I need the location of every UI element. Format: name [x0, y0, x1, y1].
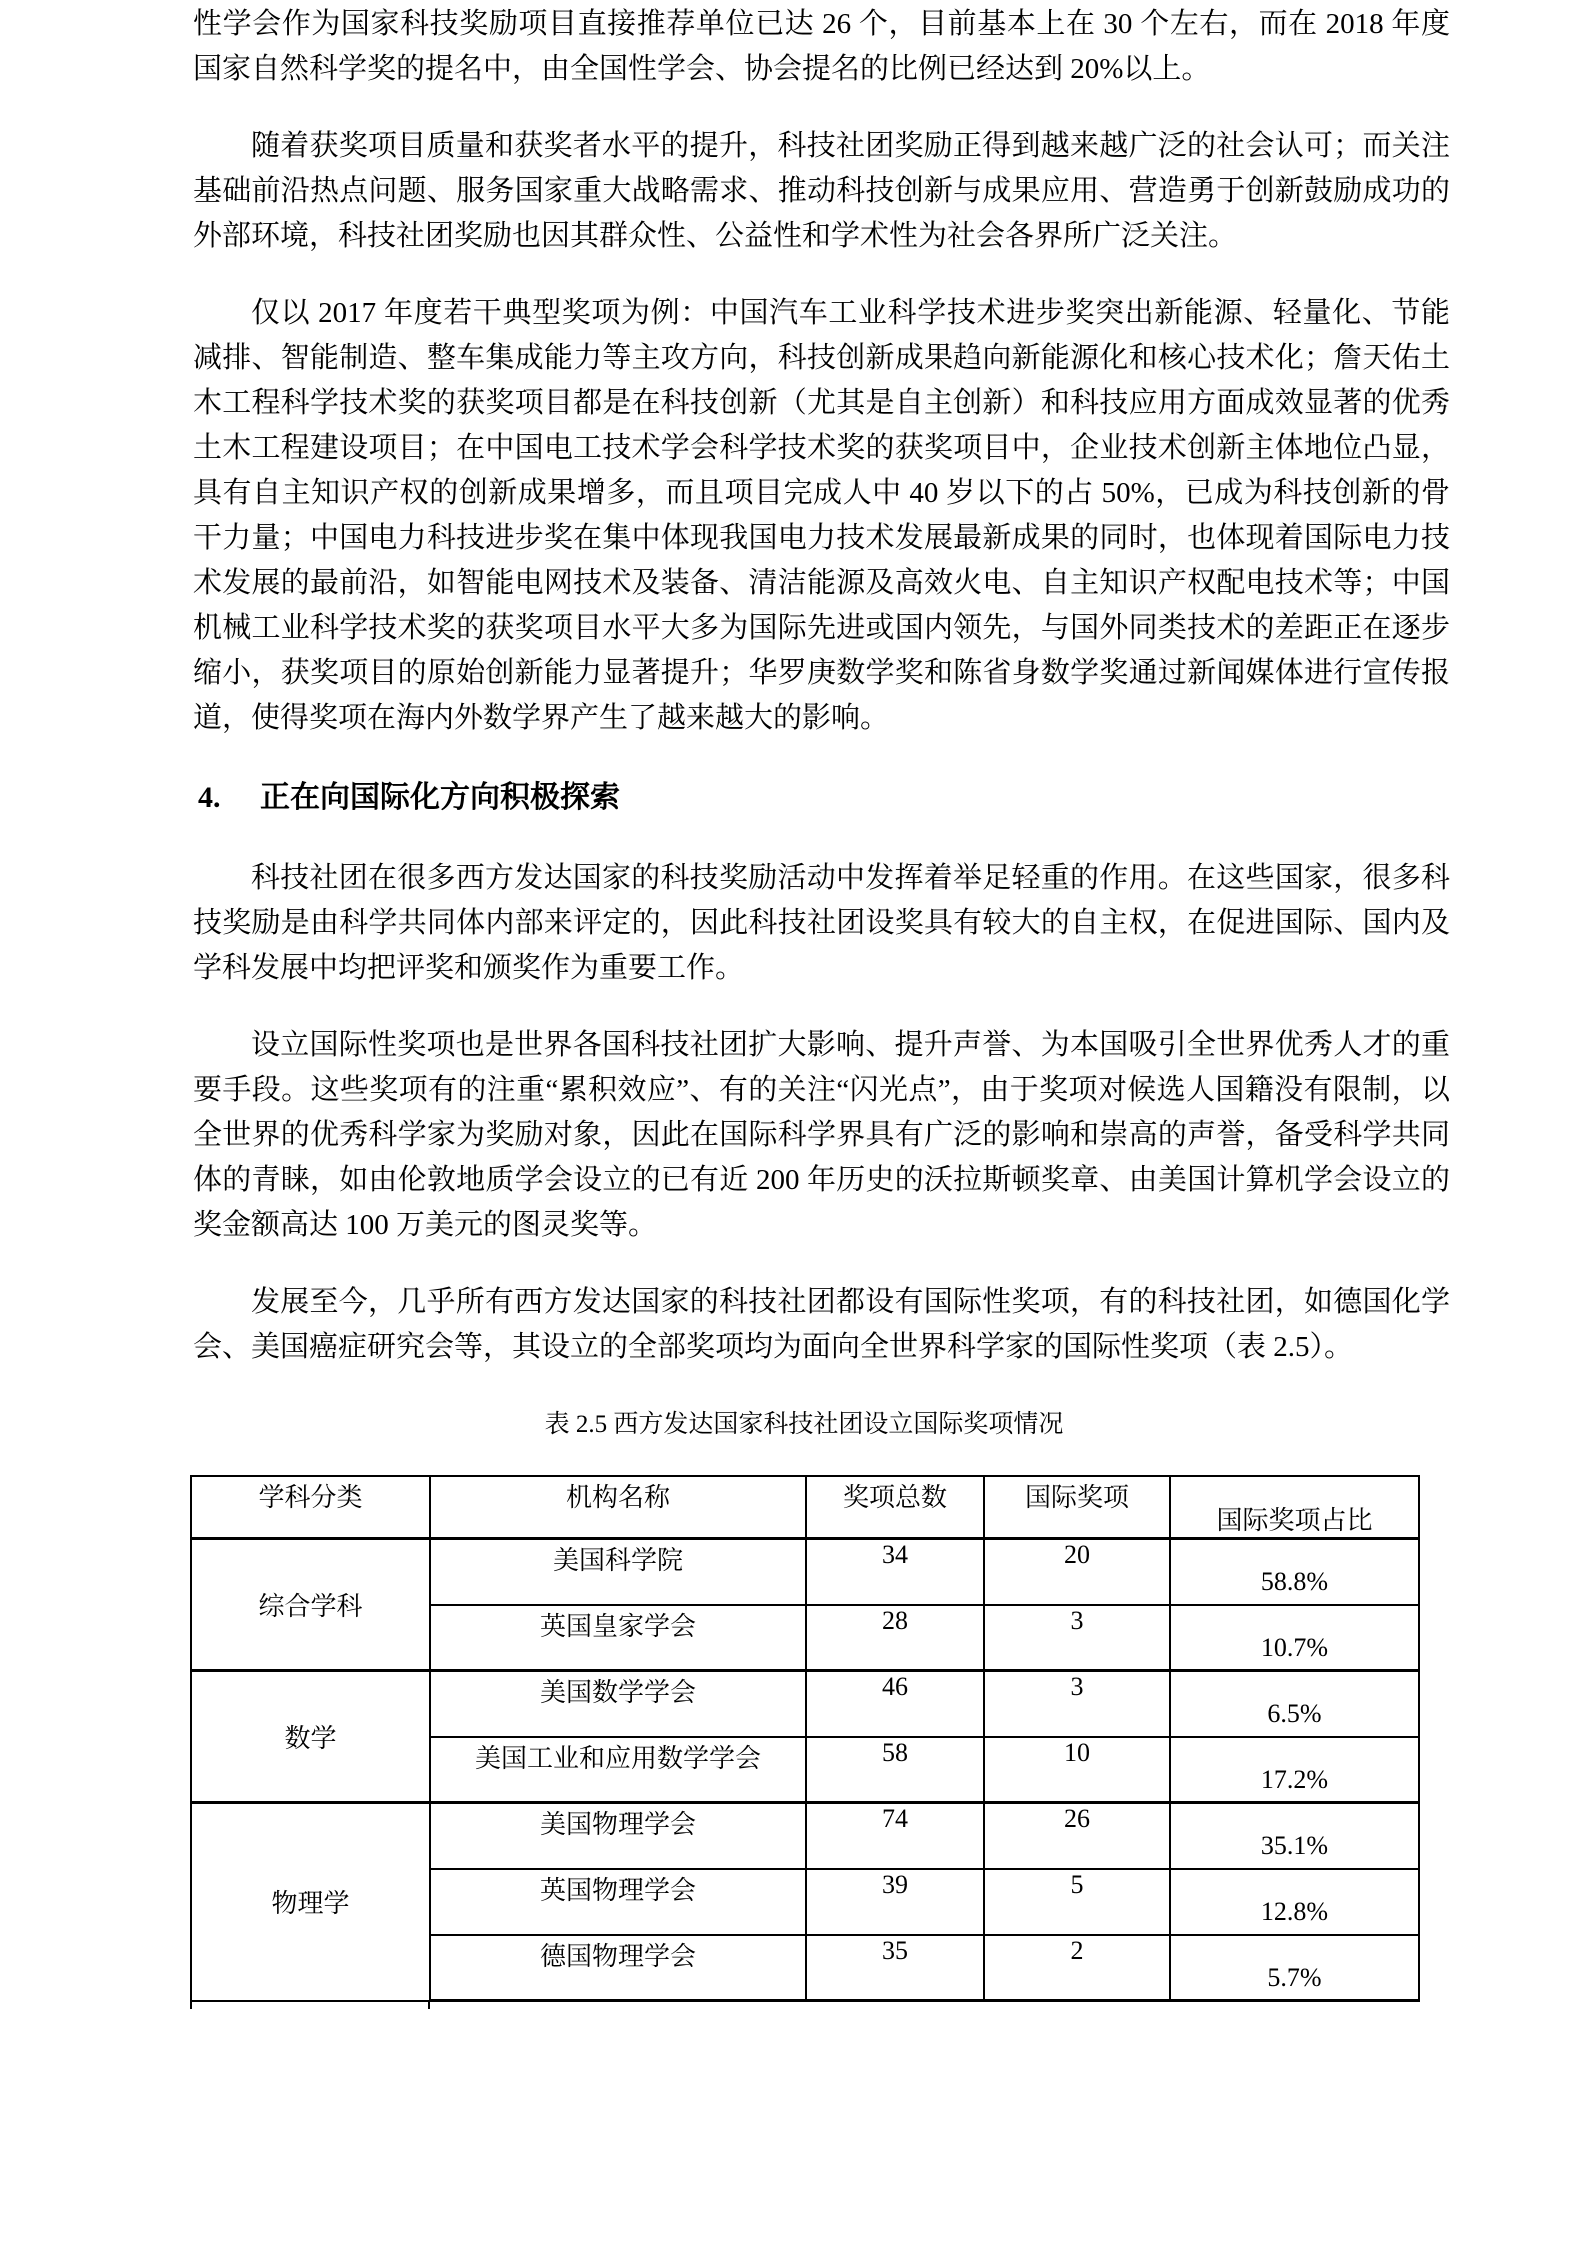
intl-cell: 26 [984, 1803, 1170, 1869]
column-header-organization: 机构名称 [430, 1476, 806, 1539]
column-header-discipline: 学科分类 [191, 1476, 430, 1539]
body-paragraph: 仅以 2017 年度若干典型奖项为例：中国汽车工业科学技术进步奖突出新能源、轻量化、节能减排、智能制造、整车集成能力等主攻方向，科技创新成果趋向新能源化和核心技术化；詹天佑土木工程科学技术奖的获奖项目都是在科技创新（尤其是自主创新）和科技应用方面成效显著的优秀土木工程建设项目；在中国电工技术学会科学技术奖的获奖项目中，企业技术创新主体地位凸显，具有自主知识产权的创新成果增多，而且项目完成人中 40 岁以下的占 50%，已成为科技创新的骨干力量；中国电力科技进步奖在集中体现我国电力技术发展最新成果的同时，也体现着国际电力技术发展的最前沿，如智能电网技术及装备、清洁能源及高效火电、自主知识产权配电技术等；中国机械工业科学技术奖的获奖项目水平大多为国际先进或国内领先，与国外同类技术的差距正在逐步缩小，获奖项目的原始创新能力显著提升；华罗庚数学奖和陈省身数学奖通过新闻媒体进行宣传报道，使得奖项在海内外数学界产生了越来越大的影响。 [193, 297, 1450, 734]
category-cell: 综合学科 [191, 1539, 430, 1671]
intl-cell: 3 [984, 1671, 1170, 1737]
body-paragraph: 随着获奖项目质量和获奖者水平的提升，科技社团奖励正得到越来越广泛的社会认可；而关注基础前沿热点问题、服务国家重大战略需求、推动科技创新与成果应用、营造勇于创新鼓励成功的外部环境，科技社团奖励也因其群众性、公益性和学术性为社会各界所广泛关注。 [193, 130, 1450, 252]
section-title: 正在向国际化方向积极探索 [260, 781, 620, 814]
pct-cell: 17.2% [1170, 1737, 1419, 1803]
intl-cell: 2 [984, 1935, 1170, 2001]
category-cell: 数学 [191, 1671, 430, 1803]
table-border-stub-left [190, 2000, 192, 2009]
pct-cell: 58.8% [1170, 1539, 1419, 1605]
org-cell: 德国物理学会 [430, 1935, 806, 2001]
org-cell: 英国物理学会 [430, 1869, 806, 1935]
body-paragraph: 性学会作为国家科技奖励项目直接推荐单位已达 26 个，目前基本上在 30 个左右，而在 2018 年度国家自然科学奖的提名中，由全国性学会、协会提名的比例已经达到 20%以上。 [193, 8, 1450, 85]
total-cell: 74 [806, 1803, 984, 1869]
body-paragraph: 发展至今，几乎所有西方发达国家的科技社团都设有国际性奖项，有的科技社团，如德国化学会、美国癌症研究会等，其设立的全部奖项均为面向全世界科学家的国际性奖项（表 2.5）。 [193, 1286, 1450, 1363]
org-cell: 英国皇家学会 [430, 1605, 806, 1671]
pct-cell: 12.8% [1170, 1869, 1419, 1935]
section-number: 4. [198, 781, 221, 814]
body-paragraph: 设立国际性奖项也是世界各国科技社团扩大影响、提升声誉、为本国吸引全世界优秀人才的重要手段。这些奖项有的注重“累积效应”、有的关注“闪光点”，由于奖项对候选人国籍没有限制，以全世界的优秀科学家为奖励对象，因此在国际科学界具有广泛的影响和崇高的声誉，备受科学共同体的青睐，如由伦敦地质学会设立的已有近 200 年历史的沃拉斯顿奖章、由美国计算机学会设立的奖金额高达 100 万美元的图灵奖等。 [193, 1029, 1450, 1241]
intl-cell: 3 [984, 1605, 1170, 1671]
total-cell: 28 [806, 1605, 984, 1671]
table-header-row [191, 1476, 1419, 1539]
pct-cell: 35.1% [1170, 1803, 1419, 1869]
column-header-total-awards: 奖项总数 [806, 1476, 984, 1539]
total-cell: 46 [806, 1671, 984, 1737]
awards-table [190, 1475, 1418, 2002]
total-cell: 58 [806, 1737, 984, 1803]
pct-cell: 6.5% [1170, 1671, 1419, 1737]
org-cell: 美国物理学会 [430, 1803, 806, 1869]
table-border-stub-mid [428, 2000, 430, 2009]
table-row [191, 1803, 1419, 1869]
total-cell: 35 [806, 1935, 984, 2001]
total-cell: 34 [806, 1539, 984, 1605]
intl-cell: 10 [984, 1737, 1170, 1803]
column-header-intl-awards: 国际奖项 [984, 1476, 1170, 1539]
pct-cell: 10.7% [1170, 1605, 1419, 1671]
section-heading [193, 773, 1450, 823]
page-content [193, 2, 1450, 2002]
table-row [191, 1671, 1419, 1737]
intl-cell: 20 [984, 1539, 1170, 1605]
table-caption: 表 2.5 西方发达国家科技社团设立国际奖项情况 [544, 1411, 1064, 1438]
table-row [191, 1539, 1419, 1605]
org-cell: 美国数学学会 [430, 1671, 806, 1737]
total-cell: 39 [806, 1869, 984, 1935]
org-cell: 美国科学院 [430, 1539, 806, 1605]
pct-cell: 5.7% [1170, 1935, 1419, 2001]
column-header-intl-share: 国际奖项占比 [1170, 1476, 1419, 1539]
intl-cell: 5 [984, 1869, 1170, 1935]
body-paragraph: 科技社团在很多西方发达国家的科技奖励活动中发挥着举足轻重的作用。在这些国家，很多科技奖励是由科学共同体内部来评定的，因此科技社团设奖具有较大的自主权，在促进国际、国内及学科发展中均把评奖和颁奖作为重要工作。 [193, 862, 1450, 984]
org-cell: 美国工业和应用数学学会 [430, 1737, 806, 1803]
category-cell: 物理学 [191, 1803, 430, 2001]
